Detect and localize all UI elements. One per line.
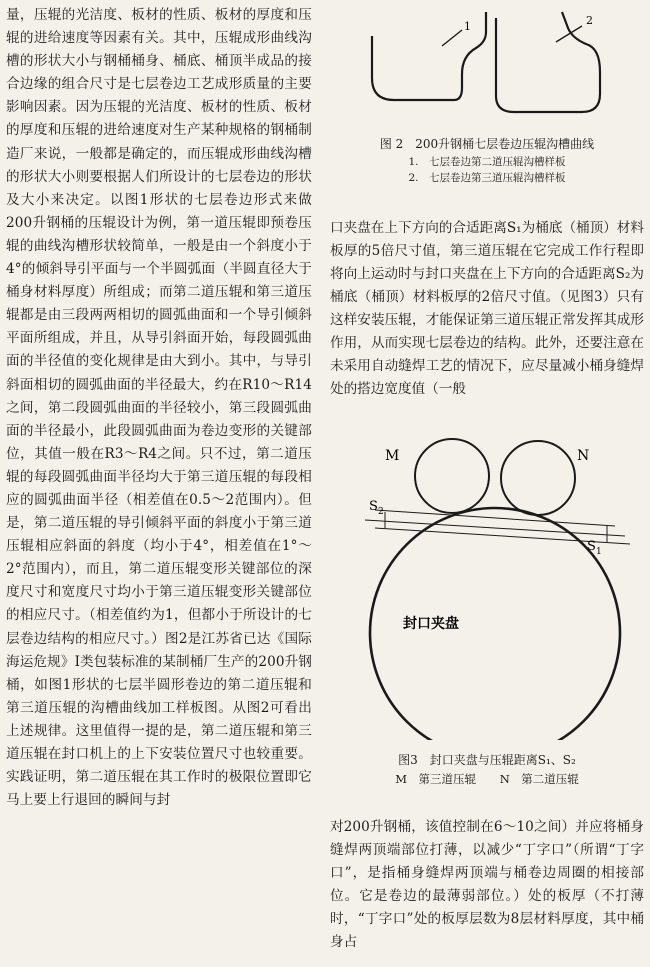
- legend-M: M 第三道压辊: [395, 772, 477, 786]
- right-paragraph-a-text: 口夹盘在上下方向的合适距离S₁为桶底（桶顶）材料板厚的5倍尺寸值，第三道压辊在它完成工作行程即将向上运动时与封口夹盘在上下方向的合适距离S₂为桶底（桶顶）材料板厚的2倍尺寸值。（见图3）只有这样安装压辊，才能保证第三道压辊正常发挥其成形作用，从而实现七层卷边的结构。此外，还要注意在未采用自动缝焊工艺的情况下，应尽量减小桶身缝焊处的搭边宽度值（一般: [330, 219, 644, 397]
- roller-M-circle: [415, 439, 489, 513]
- left-column-text: [6, 4, 312, 812]
- legend-N: N 第二道压辊: [499, 772, 579, 786]
- right-paragraph-b: [330, 802, 644, 967]
- label-S1: S: [587, 539, 596, 554]
- figure-3-legend: [330, 772, 644, 786]
- left-paragraph: 量，压辊的光洁度、板材的性质、板材的厚度和压辊的进给速度等因素有关。其中，压辊成形曲线沟槽的形状大小与钢桶桶身、桶底、桶顶半成品的接合边缘的组合尺寸是七层卷边工艺成形质量的主要影响因素。因为压辊的光洁度、板材的性质、板材的厚度和压辊的进给速度对生产某种规格的钢桶制造厂来说，一般都是确定的，而压辊成形曲线沟槽的形状大小则要根据人们所设计的七层卷边的形状及大小来决定。以图1形状的七层卷边形式来做200升钢桶的压辊设计为例，第一道压辊即预卷压辊的曲线沟槽形状较简单，一般是由一个斜度小于4°的倾斜导引平面与一个半圆弧面（半圆直径大于桶身材料厚度）所组成；而第二道压辊和第三道压辊都是由三段两两相切的圆弧曲面和一个导引倾斜平面所组成，并且，从导引斜面开始，每段圆弧曲面的半径值的变化规律是由大到小。其中，与导引斜面相切的圆弧曲面的半径最大，约在R10～R14之间，第二段圆弧曲面的半径较小，第三段圆弧曲面的半径最小，此段圆弧曲面为卷边变形的关键部位，其值一般在R3～R4之间。只不过，第二道压辊的每段圆弧曲面半径均大于第三道压辊的每段相应的圆弧曲面半径（相差值在0.5～2范围内）。但是，第二道压辊的导引倾斜平面的斜度小于第三道压辊相应斜面的斜度（均小于4°，相差值在1°～2°范围内），而且，第二道压辊变形关键部位的深度尺寸和宽度尺寸均小于第三道压辊变形关键部位的相应尺寸。（相差值约为1，但都小于所设计的七层卷边结构的相应尺寸。）图2是江苏省已达《国际海运危规》Ⅰ类包装标准的某制桶厂生产的200升钢桶，如图1形状的七层半圆形卷边的第二道压辊和第三道压辊的沟槽曲线加工样板图。从图2可看出上述规律。这里值得一提的是，第二道压辊和第三道压辊在封口机上的上下安装位置尺寸也较重要。实践证明，第二道压辊在其工作时的极限位置即它马上要上行退回的瞬间与封: [6, 7, 312, 809]
- figure-3-diagram: [345, 428, 635, 740]
- s1-reference-line-upper: [365, 520, 625, 536]
- label-M: M: [385, 448, 400, 464]
- roller-N-circle: [501, 441, 575, 515]
- leader-line-1: [442, 30, 462, 46]
- label-S2: S: [369, 499, 378, 514]
- template-3rd-roller: [496, 12, 600, 112]
- figure-2-item-1: 1. 七层卷边第二道压辊沟槽样板: [408, 156, 566, 168]
- label-S2-subscript: 2: [378, 507, 384, 517]
- figure-3-caption: 图3 封口夹盘与压辊距离S₁、S₂: [398, 753, 576, 767]
- right-paragraph-b-text: 对200升钢桶，该值控制在6～10之间）并应将桶身缝焊两顶端部位打薄，以减少“丁字口”（所谓“丁字口”，是指桶身缝焊两顶端与桶卷边周圈的相接部位。它是卷边的最薄弱部位。）处的板厚（不打薄时，“丁字口”处的板厚层数为8层材料厚度，其中桶身占: [330, 818, 644, 950]
- figure-2-diagram: [350, 8, 630, 128]
- sealing-chuck-label: 封口夹盘: [403, 616, 459, 632]
- right-paragraph-a: [330, 203, 644, 414]
- figure-2-label-1: 1: [464, 20, 471, 33]
- figure-2-item-2: 2. 七层卷边第三道压辊沟槽样板: [408, 172, 566, 184]
- figure-2-caption: 图 2 200升钢桶七层卷边压辊沟槽曲线: [379, 137, 595, 151]
- label-S1-subscript: 1: [596, 547, 602, 557]
- s2-reference-line: [375, 510, 615, 526]
- label-N: N: [577, 448, 590, 464]
- figure-2-label-2: 2: [586, 14, 593, 27]
